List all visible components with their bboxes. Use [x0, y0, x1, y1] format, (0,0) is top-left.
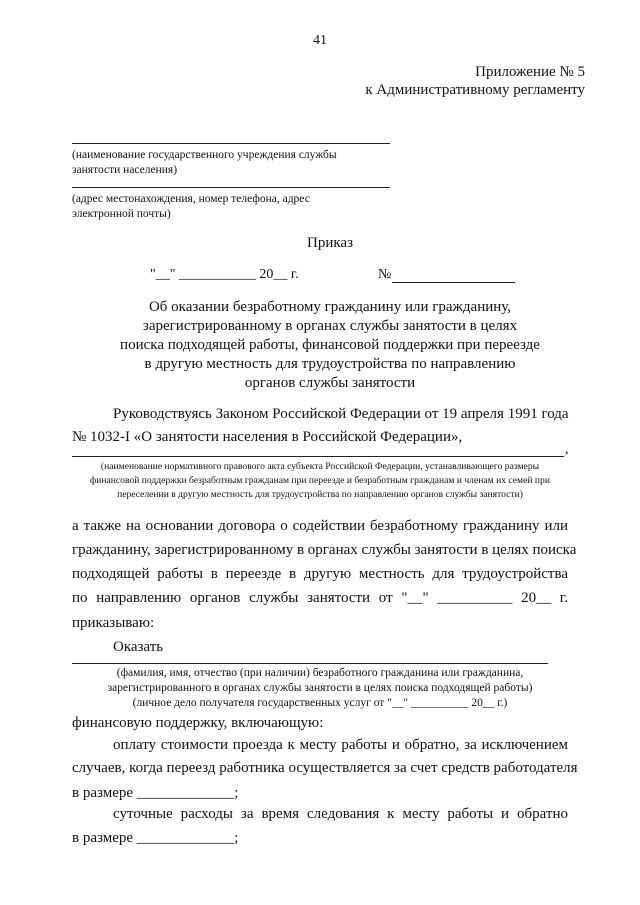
institution-address-blank[interactable] [72, 187, 390, 188]
support-line: финансовую поддержку, включающую: [72, 715, 324, 731]
subject-line: зарегистрированному в органах службы занятости в целях [142, 318, 518, 334]
appendix-label: Приложение № 5 [475, 64, 585, 80]
regional-act-caption [72, 460, 568, 502]
daily-line-1: суточные расходы за время следования к месту работы и обратно [113, 806, 568, 822]
order-title: Приказ [306, 235, 353, 251]
caption-line: финансовой поддержки безработным гражданам при переезде и безработным гражданам и членам их семей при [90, 475, 550, 486]
institution-caption-2: занятости населения) [72, 164, 178, 176]
page-number: 41 [313, 33, 327, 48]
blank-comma: , [565, 442, 569, 457]
order-number-blank[interactable] [392, 282, 515, 283]
appendix-regulation: к Административному регламенту [365, 82, 585, 98]
travel-amount: в размере _____________; [72, 785, 239, 801]
institution-name-blank[interactable] [72, 143, 390, 144]
contract-line: подходящей работы в переезде в другую местность для трудоустройства [72, 566, 568, 582]
subject-line: поиска подходящей работы, финансовой поддержки при переезде [120, 337, 540, 353]
recipient-caption [60, 666, 580, 711]
caption-line: зарегистрированного в органах службы занятости в целях поиска подходящей работы) [107, 682, 533, 694]
institution-caption: (наименование государственного учреждения службы [72, 149, 337, 161]
subject-line: в другую местность для трудоустройства по направлению [144, 356, 516, 372]
travel-line-2: случаев, когда переезд работника осуществляется за счет средств работодателя [72, 760, 578, 776]
caption-line: (наименование нормативного правового акта субъекта Российской Федерации, устанавливающего размеры [100, 461, 540, 472]
recipient-name-blank[interactable] [72, 663, 548, 664]
order-subject [0, 298, 640, 393]
subject-line: органов службы занятости [244, 375, 416, 391]
address-caption: (адрес местонахождения, номер телефона, адрес [72, 193, 310, 205]
subject-line: Об оказании безработному гражданину или гражданину, [148, 299, 512, 315]
basis-line-1: Руководствуясь Законом Российской Федерации от 19 апреля 1991 года [113, 406, 569, 422]
caption-line: переселении в другую местность для трудоустройства по направлению органов службы занятости) [117, 489, 523, 500]
order-word: приказываю: [72, 615, 155, 631]
daily-amount: в размере _____________; [72, 830, 239, 846]
order-number-label: № [378, 267, 392, 282]
contract-line: гражданину, зарегистрированному в органах службы занятости в целях поиска [72, 542, 577, 558]
order-date: "__" ___________ 20__ г. [150, 267, 299, 282]
caption-line: (личное дело получателя государственных услуг от "__" __________ 20__ г.) [132, 697, 508, 709]
caption-line: (фамилия, имя, отчество (при наличии) безработного гражданина или гражданина, [116, 667, 524, 679]
address-caption-2: электронной почты) [72, 208, 171, 220]
travel-line-1: оплату стоимости проезда к месту работы и обратно, за исключением [113, 737, 568, 753]
contract-line: по направлению органов службы занятости от "__" __________ 20__ г. [72, 590, 568, 606]
contract-line: а также на основании договора о содействии безработному гражданину или [72, 518, 568, 534]
provide-verb: Оказать [113, 639, 164, 655]
regional-act-blank[interactable] [72, 456, 564, 457]
basis-line-2: № 1032-I «О занятости населения в Российской Федерации», [72, 429, 463, 445]
